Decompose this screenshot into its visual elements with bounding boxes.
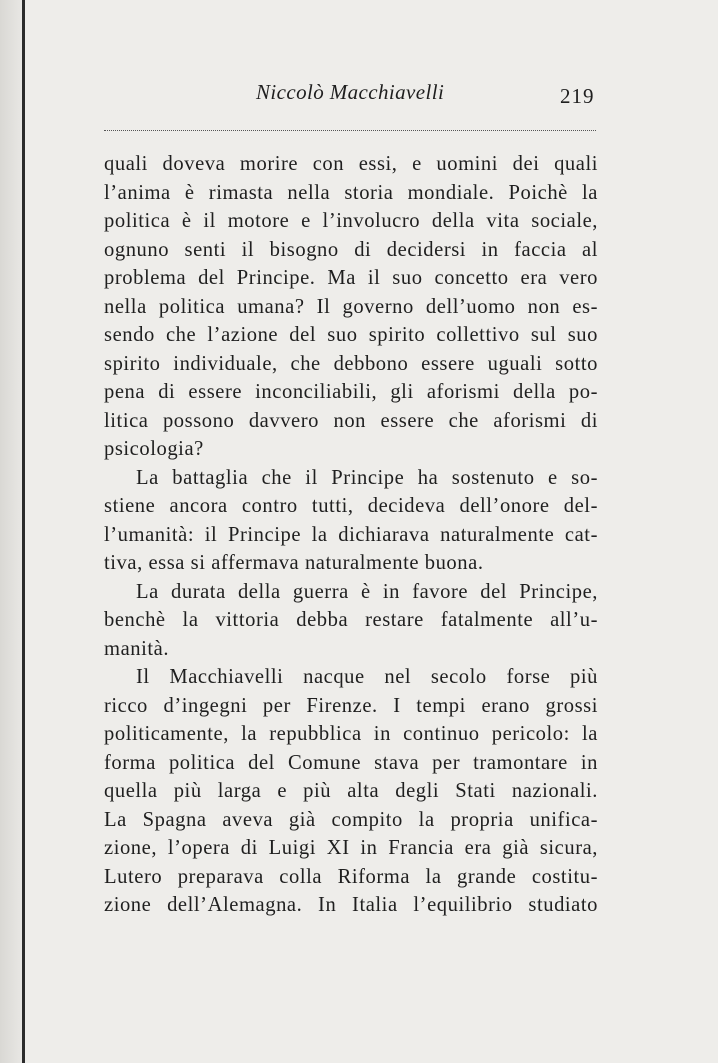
- text-line: litica possono davvero non essere che aforismi di: [104, 409, 598, 432]
- text-line: quali doveva morire con essi, e uomini dei quali: [104, 153, 598, 175]
- text-line: l’anima è rimasta nella storia mondiale. Poichè la: [104, 181, 598, 204]
- header-dotted-rule: [104, 130, 596, 131]
- text-line: La battaglia che il Principe ha sostenuto e so-: [136, 466, 598, 489]
- text-line: zione, l’opera di Luigi XI in Francia era già sicura,: [104, 837, 598, 859]
- text-line: politica è il motore e l’involucro della vita sociale,: [104, 210, 598, 232]
- text-line: zione dell’Alemagna. In Italia l’equilibrio studiato: [104, 894, 598, 916]
- text-line: stiene ancora contro tutti, decideva dell’onore del-: [104, 495, 598, 517]
- text-line: manità.: [104, 637, 170, 660]
- page-number: 219: [560, 84, 595, 108]
- body-text: [104, 150, 598, 920]
- text-line: sendo che l’azione del suo spirito collettivo sul suo: [104, 324, 598, 346]
- text-line: La durata della guerra è in favore del Principe,: [136, 580, 598, 603]
- text-line: politicamente, la repubblica in continuo pericolo: la: [104, 723, 598, 745]
- text-line: ricco d’ingegni per Firenze. I tempi erano grossi: [104, 694, 598, 717]
- running-title: Niccolò Macchiavelli: [256, 80, 445, 104]
- text-line: tiva, essa si affermava naturalmente buona.: [104, 552, 484, 574]
- text-line: l’umanità: il Principe la dichiarava naturalmente cat-: [104, 523, 598, 546]
- text-line: Lutero preparava colla Riforma la grande costitu-: [104, 865, 598, 888]
- text-line: La Spagna aveva già compito la propria unifica-: [104, 808, 598, 831]
- page-header: [0, 80, 718, 120]
- binding-shadow: [0, 0, 22, 1063]
- text-line: spirito individuale, che debbono essere uguali sotto: [104, 352, 598, 375]
- text-line: quella più larga e più alta degli Stati nazionali.: [104, 780, 598, 802]
- text-line: psicologia?: [104, 438, 204, 460]
- text-line: nella politica umana? Il governo dell’uomo non es-: [104, 295, 598, 318]
- binding-edge: [22, 0, 25, 1063]
- text-line: forma politica del Comune stava per tramontare in: [104, 751, 598, 774]
- text-line: ognuno senti il bisogno di decidersi in faccia al: [104, 238, 598, 261]
- text-line: benchè la vittoria debba restare fatalmente all’u-: [104, 609, 598, 631]
- text-line: Il Macchiavelli nacque nel secolo forse più: [136, 666, 598, 688]
- text-line: problema del Principe. Ma il suo concetto era vero: [104, 267, 598, 289]
- text-line: pena di essere inconciliabili, gli aforismi della po-: [104, 381, 598, 403]
